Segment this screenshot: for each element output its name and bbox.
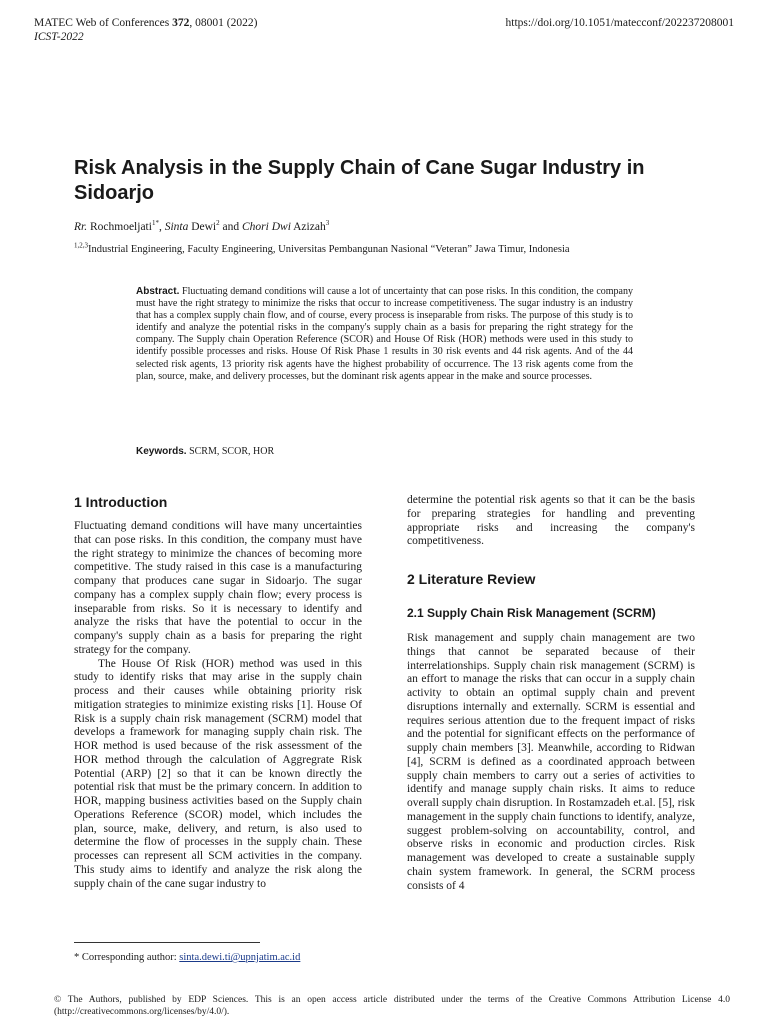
author-list	[74, 220, 694, 235]
corresponding-email-link[interactable]: sinta.dewi.ti@upnjatim.ac.id	[179, 952, 301, 963]
footnote-label: * Corresponding author:	[74, 952, 180, 963]
author-separator: ,	[158, 221, 165, 233]
section-2-1-heading: 2.1 Supply Chain Risk Management (SCRM)	[407, 606, 656, 620]
author-2-sup: 2	[216, 219, 220, 228]
abstract-label: Abstract.	[136, 286, 180, 297]
author-2-first: Sinta	[164, 221, 189, 233]
journal-name: MATEC Web of Conferences	[34, 17, 173, 29]
footnote-rule	[74, 942, 260, 943]
affiliation-text: Industrial Engineering, Faculty Engineering, Universitas Pembangunan Nasional “Veteran” Jawa Timur, Indonesia	[88, 244, 570, 255]
keywords-label: Keywords.	[136, 446, 187, 457]
keywords-text: SCRM, SCOR, HOR	[186, 446, 275, 457]
author-1-last: Rochmoeljati	[87, 221, 152, 233]
author-1-sup: 1*	[151, 219, 159, 228]
intro-paragraph-2: The House Of Risk (HOR) method was used in this study to identify risks that may arise in the supply chain process and their causes while obtaining priority risk mitigation strategies to minimize existing risks [1]. House Of Risk is a supply chain risk management (SCRM) model that develops a framework for managing supply chain risk. The HOR method is used because of the risk assessment of the HOR method through the calculation of Aggregrate Risk Potential (ARP) [2] so that it can be known directly the potential risk that must be the primary concern. In addition to HOR, mapping business activities based on the Supply chain Operations Reference (SCOR) model, which includes the plan, source, make, delivery, and return, is also used to determine the flow of processes in the supply chain. These processes can represent all SCM activities in the company. This study aims to identify and analyze the risk along the supply chain of the cane sugar industry to	[74, 657, 362, 890]
author-2-last: Dewi	[188, 221, 217, 233]
left-column	[74, 520, 362, 891]
section-2-heading: 2 Literature Review	[407, 571, 536, 587]
running-header-journal	[34, 16, 257, 30]
abstract	[136, 286, 633, 383]
author-1-first: Rr.	[74, 221, 88, 233]
author-3-last: Azizah	[290, 221, 326, 233]
intro-paragraph-1: Fluctuating demand conditions will have many uncertainties that can pose risks. In this condition, the company must have the right strategy to minimize the chances of becoming more competitive. The study raised in this case is a manufacturing company that produces cane sugar in Sidoarjo. The sugar company has a complex supply chain flow; every process is inseparable from risks. So it is necessary to identify and analyze the risks that have the potential to occur in the company's supply chain as a basis for preparing the right strategy for the company.	[74, 520, 362, 656]
author-3-first: Chori Dwi	[242, 221, 291, 233]
journal-volume: 372	[172, 17, 190, 29]
paper-title: Risk Analysis in the Supply Chain of Cane Sugar Industry in Sidoarjo	[74, 157, 645, 204]
license-notice: © The Authors, published by EDP Sciences. This is an open access article distributed under the terms of the Creative Commons Attribution License 4.0 (http://creativecommons.org/licenses/by/4.0/).	[54, 995, 730, 1017]
doi-link[interactable]: https://doi.org/10.1051/matecconf/202237208001	[505, 17, 734, 29]
right-column-top	[407, 494, 695, 549]
intro-continuation: determine the potential risk agents so that it can be the basis for preparing strategies for handling and preventing appropriate risks and increasing the company's competitiveness.	[407, 494, 695, 548]
journal-article: , 08001 (2022)	[189, 17, 258, 29]
right-column-body	[407, 632, 695, 893]
affiliation-sup: 1,2,3	[74, 241, 88, 250]
conference-name: ICST-2022	[34, 31, 84, 43]
scrm-paragraph: Risk management and supply chain management are two things that cannot be separated because of their interrelationships. Supply chain risk management (SCRM) is an effort to manage the risks that can occur in a supply chain activity to obtain an optimal supply chain and prevent disruptions internally and externally. SCRM is essential and requires serious attention due to the frequent impact of risks and the potential for significant effects on the performance of supply chain members [3]. Meanwhile, according to Ridwan [4], SCRM is defined as a coordinated approach between supply chain members to carry out a series of activities to identify and manage supply chain risks. It aims to reduce overall supply chain disruption. In Rostamzadeh et.al. [5], risk management in the supply chain functions to identify, analyze, suggest problem-solving on accountability, control, and observe risks in economic and production circles. Risk management was developed to create a sustainable supply chain system framework. In general, the SCRM process consists of 4	[407, 632, 695, 892]
affiliation	[74, 243, 694, 257]
abstract-text: Fluctuating demand conditions will cause a lot of uncertainty that can pose risks. In this condition, the company must have the right strategy to minimize the risks that occur to increase competitiveness. The sugar industry is an industry that has a complex supply chain flow, and of course, every process is inseparable from risks. The purpose of this study is to identify and analyze the potential risks in the company's supply chain as a basis for preparing the right strategy for the company. The Supply chain Operation Reference (SCOR) and House Of Risk (HOR) methods were used in this study to identify possible processes and risks. House Of Risk Phase 1 results in 30 risk events and 44 risk agents. And of the 44 selected risk agents, 13 priority risk agents have the highest probability of occurrence. The 13 risk agents come from the plan, source, make, and delivery processes, but the dominant risk agents appear in the make and source processes.	[136, 286, 633, 382]
author-separator-and: and	[219, 221, 242, 233]
section-1-heading: 1 Introduction	[74, 494, 168, 510]
footnote	[74, 951, 300, 964]
keywords	[136, 446, 633, 458]
author-3-sup: 3	[325, 219, 330, 228]
